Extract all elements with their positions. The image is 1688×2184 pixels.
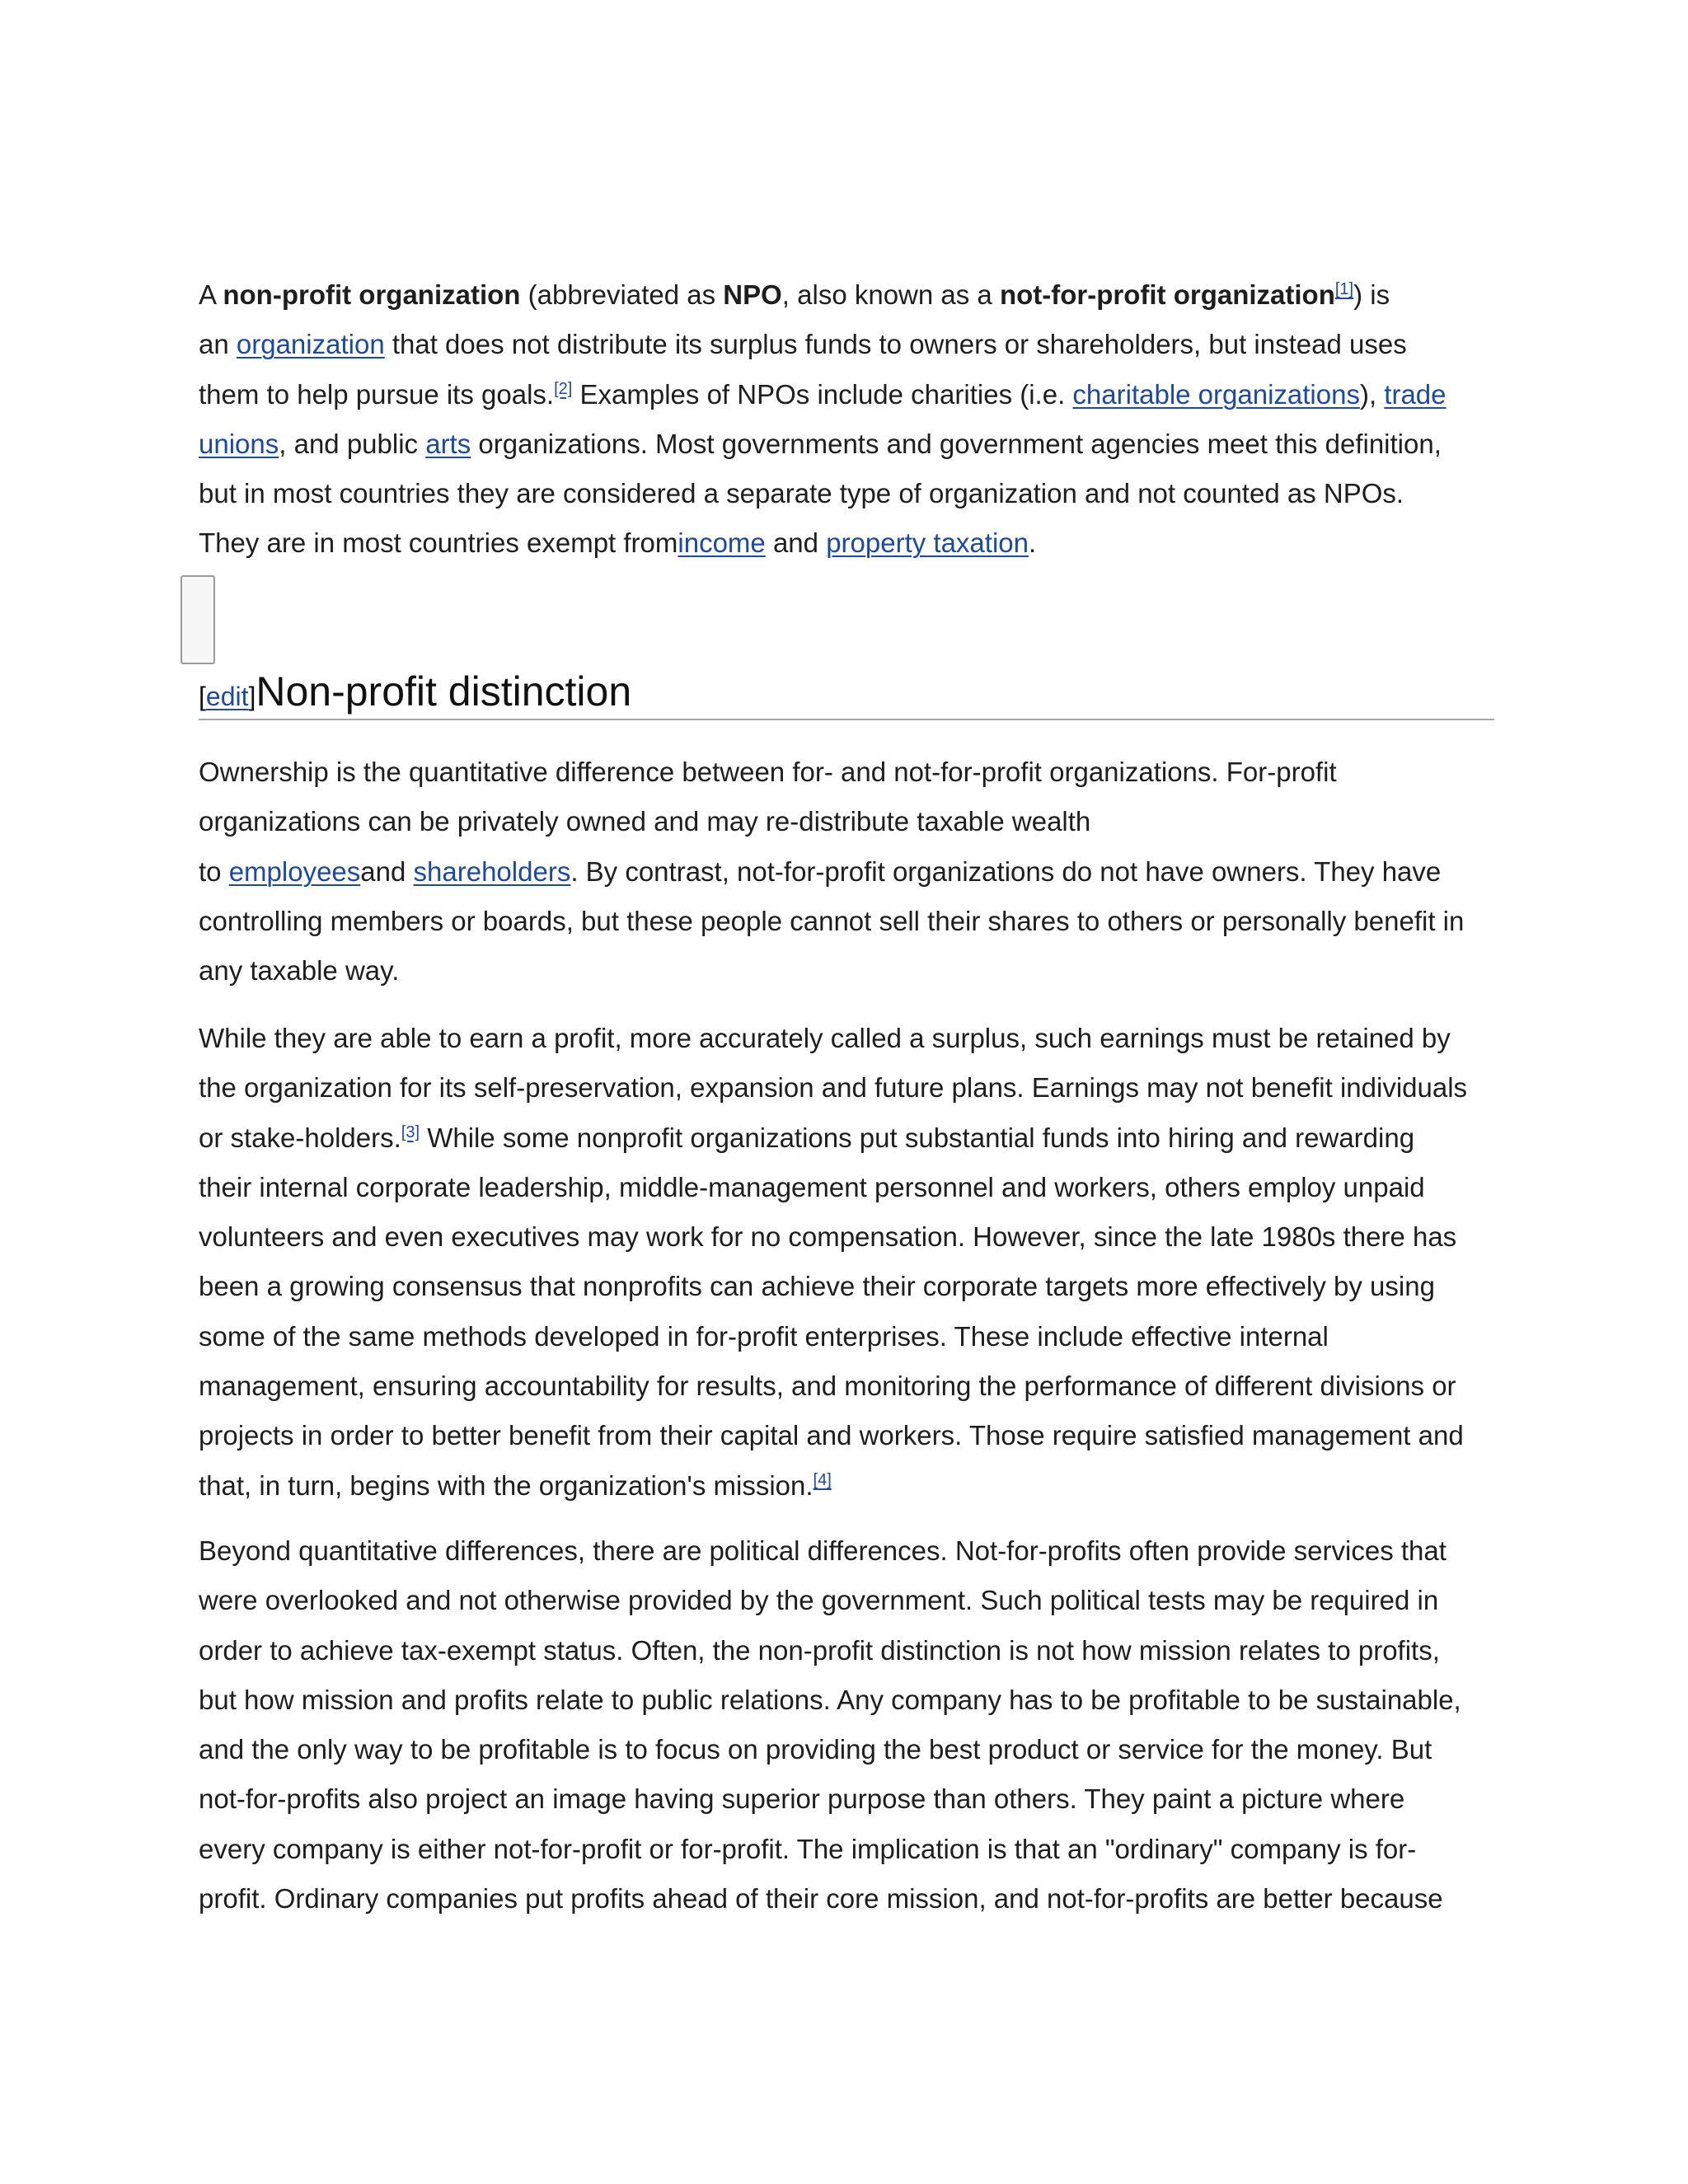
footnote-ref-3[interactable]: [3] [401, 1122, 420, 1141]
paragraph-line: Beyond quantitative differences, there are political differences. Not-for-profits often provide services that [199, 1535, 1447, 1566]
paragraph-line: management, ensuring accountability for results, and monitoring the performance of different divisions or [199, 1371, 1456, 1402]
paragraph-line: projects in order to better benefit from their capital and workers. Those require satisfied management and [199, 1420, 1464, 1451]
paragraph-line: order to achieve tax-exempt status. Often, the non-profit distinction is not how mission relates to profits, [199, 1634, 1440, 1666]
text: , and public [279, 428, 426, 459]
text: They are in most countries exempt from [199, 527, 678, 559]
text: to [199, 855, 229, 887]
bold-term: non-profit organization [223, 279, 521, 310]
link-organization[interactable]: organization [236, 329, 385, 360]
text: and [360, 855, 414, 887]
paragraph-line: the organization for its self-preservation, expansion and future plans. Earnings may not benefit individuals [199, 1072, 1468, 1104]
paragraph-line: not-for-profits also project an image having superior purpose than others. They paint a picture where [199, 1783, 1405, 1815]
intro-line [199, 370, 1493, 419]
paragraph-line: Ownership is the quantitative difference between for- and not-for-profit organizations. For-profit [199, 757, 1337, 787]
image-placeholder [181, 575, 215, 664]
paragraph-line: organizations can be privately owned and may re-distribute taxable wealth [199, 806, 1091, 837]
footnote-ref-1[interactable]: [1] [1334, 280, 1354, 298]
paragraph-line: but how mission and profits relate to public relations. Any company has to be profitable to be sustainable, [199, 1684, 1461, 1715]
link-trade-unions[interactable]: unions [199, 428, 279, 459]
bold-term: not-for-profit organization [999, 279, 1335, 310]
text: . [1029, 527, 1037, 559]
edit-section-link[interactable]: edit [205, 682, 249, 711]
paragraph-line: every company is either not-for-profit or for-profit. The implication is that an "ordinary" company is for- [199, 1833, 1417, 1864]
link-property-taxation[interactable]: property taxation [826, 527, 1029, 559]
paragraph-line: been a growing consensus that nonprofits can achieve their corporate targets more effectively by using [199, 1271, 1435, 1302]
paragraph-line: their internal corporate leadership, middle-management personnel and workers, others employ unpaid [199, 1171, 1425, 1202]
text: A [199, 279, 223, 310]
paragraph-line: were overlooked and not otherwise provided by the government. Such political tests may be required in [199, 1585, 1439, 1616]
paragraph-surplus [199, 1014, 1493, 1511]
footnote-ref-2[interactable]: [2] [554, 379, 573, 398]
text: Examples of NPOs include charities (i.e. [572, 378, 1073, 410]
text: While some nonprofit organizations put substantial funds into hiring and rewarding [420, 1122, 1415, 1153]
text: that, in turn, begins with the organization's mission. [199, 1469, 814, 1501]
paragraph-line: and the only way to be profitable is to focus on providing the best product or service for the money. But [199, 1734, 1432, 1765]
text: ) is [1353, 279, 1390, 310]
section-title: Non-profit distinction [256, 668, 632, 715]
link-shareholders[interactable]: shareholders [413, 855, 571, 887]
edit-section-link-wrapper [199, 682, 256, 711]
paragraph-line: controlling members or boards, but these people cannot sell their shares to others or personally benefit in [199, 905, 1465, 936]
paragraph-line: profit. Ordinary companies put profits ahead of their core mission, and not-for-profits are better because [199, 1883, 1443, 1915]
paragraph-line: some of the same methods developed in for-profit enterprises. These include effective internal [199, 1320, 1329, 1352]
link-arts[interactable]: arts [425, 428, 471, 459]
intro-line [199, 270, 1493, 320]
link-trade-unions[interactable]: trade [1384, 378, 1447, 410]
paragraph-line [199, 847, 1493, 897]
paragraph-ownership [199, 748, 1493, 996]
text: that does not distribute its surplus funds to owners or shareholders, but instead uses [384, 329, 1407, 360]
link-charitable-organizations[interactable]: charitable organizations [1072, 378, 1360, 410]
footnote-ref-4[interactable]: [4] [813, 1470, 832, 1489]
paragraph-political [199, 1526, 1493, 1924]
bold-term: NPO [723, 279, 782, 310]
text: an [199, 329, 237, 360]
intro-line: but in most countries they are considered a separate type of organization and not counted as NPOs. [199, 478, 1404, 509]
link-employees[interactable]: employees [228, 855, 361, 887]
link-income[interactable]: income [678, 527, 766, 559]
intro-line [199, 518, 1493, 568]
paragraph-line: any taxable way. [199, 955, 400, 987]
paragraph-line: While they are able to earn a profit, more accurately called a surplus, such earnings must be retained by [199, 1023, 1451, 1053]
bracket: ] [248, 682, 256, 711]
text: and [765, 527, 827, 559]
text: them to help pursue its goals. [199, 378, 555, 410]
intro-paragraph [199, 270, 1493, 569]
text: organizations. Most governments and government agencies meet this definition, [471, 428, 1442, 459]
bracket: [ [199, 682, 206, 711]
text: or stake-holders. [199, 1122, 401, 1153]
intro-line [199, 320, 1493, 369]
text: . By contrast, not-for-profit organizations do not have owners. They have [570, 855, 1442, 887]
paragraph-line: volunteers and even executives may work for no compensation. However, since the late 1980s there has [199, 1221, 1457, 1253]
text: , also known as a [781, 279, 1000, 310]
section-heading [199, 664, 1494, 720]
intro-line [199, 419, 1493, 469]
paragraph-line [199, 1113, 1493, 1163]
text: (abbreviated as [520, 279, 724, 310]
text: ), [1359, 378, 1385, 410]
paragraph-line [199, 1461, 1493, 1511]
